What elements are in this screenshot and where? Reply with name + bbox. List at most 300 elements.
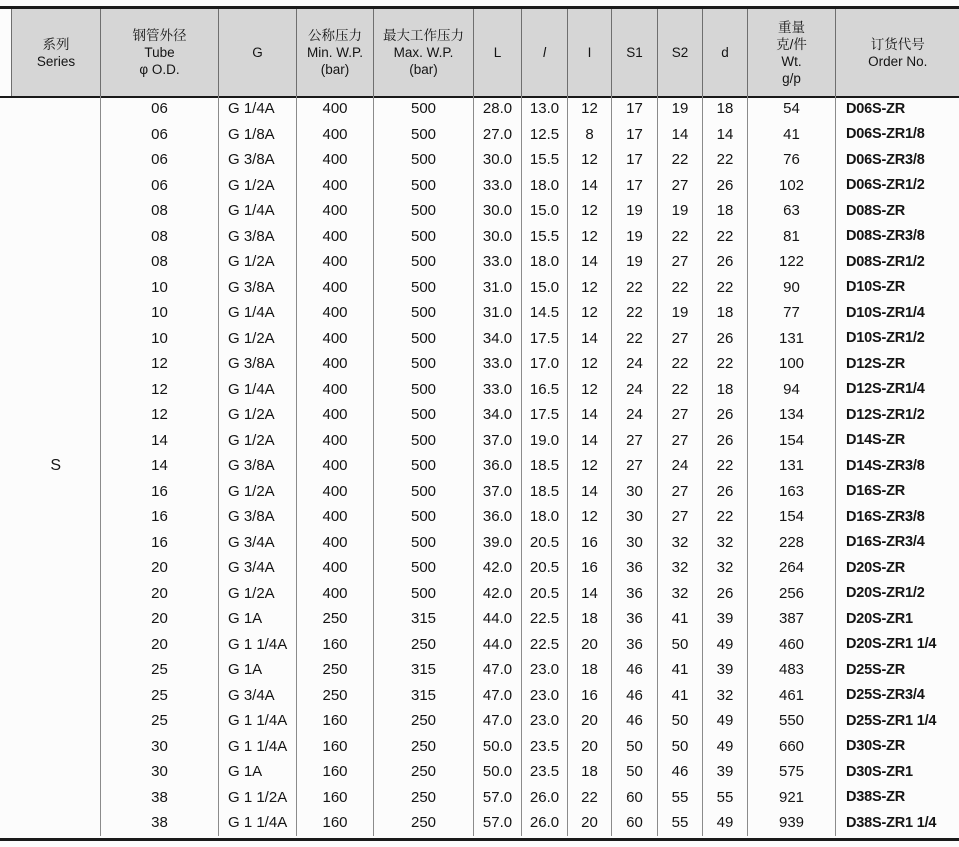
cell-S1: 27 — [612, 428, 658, 454]
cell-max_wp: 315 — [374, 606, 474, 632]
table-row — [12, 428, 959, 454]
cell-S2: 22 — [658, 351, 703, 377]
cell-S2: 50 — [658, 734, 703, 760]
cell-order: D20S-ZR1/2 — [836, 581, 959, 607]
cell-g: G 1/2A — [219, 173, 297, 199]
table-row — [12, 581, 959, 607]
cell-S2: 19 — [658, 198, 703, 224]
cell-l: 12.5 — [522, 122, 568, 148]
cell-I: 12 — [568, 453, 612, 479]
cell-S2: 22 — [658, 275, 703, 301]
cell-L: 34.0 — [474, 402, 522, 428]
cell-min_wp: 400 — [297, 173, 374, 199]
cell-tube: 20 — [101, 606, 219, 632]
cell-S2: 32 — [658, 530, 703, 556]
cell-S2: 32 — [658, 555, 703, 581]
cell-S2: 50 — [658, 632, 703, 658]
cell-tube: 12 — [101, 377, 219, 403]
cell-max_wp: 500 — [374, 479, 474, 505]
cell-max_wp: 250 — [374, 632, 474, 658]
cell-d: 22 — [703, 224, 748, 250]
cell-order: D06S-ZR — [836, 96, 959, 122]
cell-order: D12S-ZR — [836, 351, 959, 377]
cell-l: 20.5 — [522, 581, 568, 607]
cell-d: 55 — [703, 785, 748, 811]
cell-S2: 22 — [658, 377, 703, 403]
table-row — [12, 759, 959, 785]
table-row — [12, 683, 959, 709]
cell-L: 33.0 — [474, 351, 522, 377]
bottom-rule — [0, 838, 959, 841]
cell-L: 34.0 — [474, 326, 522, 352]
cell-order: D20S-ZR1 — [836, 606, 959, 632]
cell-g: G 3/8A — [219, 504, 297, 530]
cell-l: 17.0 — [522, 351, 568, 377]
cell-S2: 41 — [658, 683, 703, 709]
cell-l: 26.0 — [522, 810, 568, 836]
cell-l: 18.0 — [522, 504, 568, 530]
cell-l: 17.5 — [522, 402, 568, 428]
cell-L: 27.0 — [474, 122, 522, 148]
col-header-order-no: 订货代号 Order No. — [836, 9, 959, 96]
cell-L: 33.0 — [474, 377, 522, 403]
col-header-g-thread: G — [219, 9, 297, 96]
cell-d: 26 — [703, 581, 748, 607]
cell-S1: 30 — [612, 479, 658, 505]
cell-tube: 38 — [101, 810, 219, 836]
cell-tube: 16 — [101, 504, 219, 530]
table-row — [12, 377, 959, 403]
table-row — [12, 300, 959, 326]
cell-min_wp: 250 — [297, 606, 374, 632]
cell-wt: 131 — [748, 326, 836, 352]
cell-S2: 27 — [658, 249, 703, 275]
cell-wt: 550 — [748, 708, 836, 734]
cell-order: D08S-ZR — [836, 198, 959, 224]
cell-L: 47.0 — [474, 708, 522, 734]
cell-g: G 1/2A — [219, 402, 297, 428]
cell-S1: 17 — [612, 96, 658, 122]
cell-S2: 19 — [658, 300, 703, 326]
cell-min_wp: 160 — [297, 785, 374, 811]
cell-d: 26 — [703, 428, 748, 454]
col-header-weight: 重量 克/件 Wt. g/p — [748, 9, 836, 96]
cell-g: G 1/2A — [219, 428, 297, 454]
table-row — [12, 657, 959, 683]
cell-g: G 1 1/4A — [219, 734, 297, 760]
cell-d: 18 — [703, 198, 748, 224]
cell-I: 22 — [568, 785, 612, 811]
cell-min_wp: 400 — [297, 224, 374, 250]
cell-g: G 1A — [219, 759, 297, 785]
cell-L: 37.0 — [474, 479, 522, 505]
cell-wt: 387 — [748, 606, 836, 632]
cell-tube: 08 — [101, 249, 219, 275]
cell-d: 22 — [703, 147, 748, 173]
cell-d: 18 — [703, 300, 748, 326]
cell-S1: 60 — [612, 810, 658, 836]
cell-I: 12 — [568, 96, 612, 122]
cell-S2: 55 — [658, 810, 703, 836]
cell-S1: 22 — [612, 326, 658, 352]
cell-d: 22 — [703, 351, 748, 377]
cell-wt: 154 — [748, 504, 836, 530]
cell-I: 12 — [568, 224, 612, 250]
cell-wt: 100 — [748, 351, 836, 377]
cell-S2: 27 — [658, 173, 703, 199]
cell-L: 33.0 — [474, 249, 522, 275]
table-row — [12, 122, 959, 148]
cell-I: 12 — [568, 198, 612, 224]
cell-S1: 30 — [612, 504, 658, 530]
cell-S1: 17 — [612, 122, 658, 148]
cell-wt: 228 — [748, 530, 836, 556]
cell-min_wp: 400 — [297, 147, 374, 173]
cell-max_wp: 500 — [374, 122, 474, 148]
table-body — [12, 96, 959, 836]
cell-S2: 46 — [658, 759, 703, 785]
cell-wt: 90 — [748, 275, 836, 301]
cell-S1: 22 — [612, 275, 658, 301]
cell-order: D10S-ZR — [836, 275, 959, 301]
cell-S2: 41 — [658, 606, 703, 632]
cell-I: 16 — [568, 683, 612, 709]
col-header-S1: S1 — [612, 9, 658, 96]
cell-order: D12S-ZR1/4 — [836, 377, 959, 403]
cell-order: D06S-ZR1/8 — [836, 122, 959, 148]
cell-tube: 14 — [101, 428, 219, 454]
cell-tube: 12 — [101, 351, 219, 377]
cell-tube: 20 — [101, 632, 219, 658]
cell-d: 32 — [703, 530, 748, 556]
cell-I: 20 — [568, 734, 612, 760]
cell-S1: 46 — [612, 683, 658, 709]
col-header-tube-od: 钢管外径 Tube φ O.D. — [101, 9, 219, 96]
cell-tube: 10 — [101, 326, 219, 352]
cell-L: 57.0 — [474, 810, 522, 836]
cell-min_wp: 400 — [297, 428, 374, 454]
cell-wt: 575 — [748, 759, 836, 785]
cell-tube: 30 — [101, 759, 219, 785]
cell-wt: 94 — [748, 377, 836, 403]
cell-order: D16S-ZR3/4 — [836, 530, 959, 556]
cell-S2: 50 — [658, 708, 703, 734]
cell-d: 49 — [703, 734, 748, 760]
cell-S2: 22 — [658, 224, 703, 250]
cell-d: 32 — [703, 683, 748, 709]
cell-min_wp: 400 — [297, 479, 374, 505]
cell-min_wp: 400 — [297, 249, 374, 275]
cell-S2: 22 — [658, 147, 703, 173]
cell-min_wp: 400 — [297, 326, 374, 352]
cell-max_wp: 500 — [374, 96, 474, 122]
cell-g: G 3/4A — [219, 683, 297, 709]
cell-wt: 131 — [748, 453, 836, 479]
cell-wt: 54 — [748, 96, 836, 122]
cell-l: 22.5 — [522, 632, 568, 658]
table-row — [12, 275, 959, 301]
cell-d: 26 — [703, 479, 748, 505]
cell-g: G 1 1/4A — [219, 810, 297, 836]
cell-wt: 154 — [748, 428, 836, 454]
cell-tube: 10 — [101, 275, 219, 301]
cell-wt: 102 — [748, 173, 836, 199]
cell-min_wp: 400 — [297, 581, 374, 607]
cell-min_wp: 400 — [297, 530, 374, 556]
cell-S2: 24 — [658, 453, 703, 479]
cell-I: 18 — [568, 606, 612, 632]
cell-min_wp: 400 — [297, 275, 374, 301]
cell-S1: 27 — [612, 453, 658, 479]
cell-tube: 12 — [101, 402, 219, 428]
cell-min_wp: 400 — [297, 377, 374, 403]
cell-S1: 24 — [612, 377, 658, 403]
cell-I: 14 — [568, 428, 612, 454]
cell-S1: 19 — [612, 249, 658, 275]
cell-wt: 77 — [748, 300, 836, 326]
cell-S1: 17 — [612, 173, 658, 199]
cell-I: 12 — [568, 351, 612, 377]
cell-S2: 27 — [658, 402, 703, 428]
table-row — [12, 198, 959, 224]
cell-min_wp: 160 — [297, 810, 374, 836]
cell-wt: 41 — [748, 122, 836, 148]
cell-min_wp: 400 — [297, 351, 374, 377]
header-row — [12, 9, 959, 96]
cell-g: G 1 1/4A — [219, 708, 297, 734]
cell-g: G 3/8A — [219, 224, 297, 250]
cell-min_wp: 400 — [297, 96, 374, 122]
table-row — [12, 173, 959, 199]
cell-L: 50.0 — [474, 759, 522, 785]
cell-I: 12 — [568, 147, 612, 173]
cell-l: 20.5 — [522, 530, 568, 556]
cell-L: 47.0 — [474, 683, 522, 709]
cell-l: 15.5 — [522, 224, 568, 250]
cell-min_wp: 160 — [297, 708, 374, 734]
cell-I: 12 — [568, 504, 612, 530]
cell-l: 18.5 — [522, 453, 568, 479]
cell-tube: 06 — [101, 147, 219, 173]
cell-L: 30.0 — [474, 198, 522, 224]
cell-l: 18.0 — [522, 173, 568, 199]
cell-wt: 939 — [748, 810, 836, 836]
cell-I: 20 — [568, 810, 612, 836]
table-row — [12, 734, 959, 760]
cell-g: G 1/2A — [219, 581, 297, 607]
cell-g: G 1/4A — [219, 300, 297, 326]
cell-max_wp: 500 — [374, 453, 474, 479]
cell-g: G 3/8A — [219, 147, 297, 173]
cell-g: G 1/2A — [219, 249, 297, 275]
cell-S1: 24 — [612, 402, 658, 428]
cell-I: 12 — [568, 275, 612, 301]
cell-order: D20S-ZR — [836, 555, 959, 581]
cell-L: 31.0 — [474, 300, 522, 326]
table-row — [12, 504, 959, 530]
cell-S1: 36 — [612, 606, 658, 632]
cell-L: 50.0 — [474, 734, 522, 760]
table-row — [12, 351, 959, 377]
cell-S1: 36 — [612, 555, 658, 581]
cell-l: 23.0 — [522, 683, 568, 709]
cell-wt: 483 — [748, 657, 836, 683]
cell-I: 14 — [568, 173, 612, 199]
cell-wt: 256 — [748, 581, 836, 607]
cell-order: D06S-ZR1/2 — [836, 173, 959, 199]
cell-d: 22 — [703, 275, 748, 301]
cell-max_wp: 250 — [374, 759, 474, 785]
cell-g: G 1 1/2A — [219, 785, 297, 811]
cell-order: D14S-ZR — [836, 428, 959, 454]
cell-order: D12S-ZR1/2 — [836, 402, 959, 428]
cell-S1: 17 — [612, 147, 658, 173]
cell-l: 19.0 — [522, 428, 568, 454]
table-row — [12, 96, 959, 122]
cell-d: 26 — [703, 326, 748, 352]
cell-d: 14 — [703, 122, 748, 148]
cell-g: G 1/4A — [219, 96, 297, 122]
cell-d: 39 — [703, 657, 748, 683]
cell-d: 26 — [703, 402, 748, 428]
cell-min_wp: 400 — [297, 300, 374, 326]
table-row — [12, 224, 959, 250]
cell-S1: 46 — [612, 657, 658, 683]
cell-tube: 16 — [101, 530, 219, 556]
cell-l: 23.5 — [522, 734, 568, 760]
cell-wt: 264 — [748, 555, 836, 581]
cell-g: G 1A — [219, 657, 297, 683]
cell-L: 33.0 — [474, 173, 522, 199]
cell-min_wp: 160 — [297, 759, 374, 785]
cell-I: 14 — [568, 326, 612, 352]
cell-g: G 1/2A — [219, 479, 297, 505]
col-header-min-wp: 公称压力 Min. W.P. (bar) — [297, 9, 374, 96]
col-header-series: 系列 Series — [12, 9, 101, 96]
cell-max_wp: 250 — [374, 708, 474, 734]
cell-L: 42.0 — [474, 581, 522, 607]
cell-order: D08S-ZR1/2 — [836, 249, 959, 275]
series-cell: S — [50, 456, 62, 474]
cell-order: D08S-ZR3/8 — [836, 224, 959, 250]
cell-L: 44.0 — [474, 606, 522, 632]
col-header-L: L — [474, 9, 522, 96]
cell-I: 18 — [568, 759, 612, 785]
cell-wt: 461 — [748, 683, 836, 709]
cell-S1: 60 — [612, 785, 658, 811]
cell-tube: 06 — [101, 173, 219, 199]
cell-d: 26 — [703, 249, 748, 275]
cell-l: 15.5 — [522, 147, 568, 173]
cell-order: D25S-ZR1 1/4 — [836, 708, 959, 734]
cell-max_wp: 500 — [374, 428, 474, 454]
cell-order: D30S-ZR1 — [836, 759, 959, 785]
cell-g: G 1 1/4A — [219, 632, 297, 658]
cell-S1: 19 — [612, 198, 658, 224]
cell-max_wp: 500 — [374, 326, 474, 352]
cell-order: D10S-ZR1/4 — [836, 300, 959, 326]
cell-wt: 81 — [748, 224, 836, 250]
cell-d: 18 — [703, 377, 748, 403]
table-row — [12, 708, 959, 734]
cell-max_wp: 500 — [374, 300, 474, 326]
cell-wt: 921 — [748, 785, 836, 811]
cell-S2: 27 — [658, 479, 703, 505]
cell-l: 26.0 — [522, 785, 568, 811]
cell-l: 15.0 — [522, 275, 568, 301]
cell-d: 32 — [703, 555, 748, 581]
cell-g: G 3/8A — [219, 453, 297, 479]
cell-tube: 06 — [101, 96, 219, 122]
cell-order: D30S-ZR — [836, 734, 959, 760]
table-row — [12, 530, 959, 556]
cell-min_wp: 400 — [297, 453, 374, 479]
cell-max_wp: 315 — [374, 657, 474, 683]
cell-tube: 16 — [101, 479, 219, 505]
cell-max_wp: 500 — [374, 249, 474, 275]
cell-max_wp: 500 — [374, 147, 474, 173]
cell-g: G 3/4A — [219, 555, 297, 581]
cell-S2: 55 — [658, 785, 703, 811]
cell-tube: 25 — [101, 683, 219, 709]
cell-l: 17.5 — [522, 326, 568, 352]
cell-tube: 14 — [101, 453, 219, 479]
cell-tube: 10 — [101, 300, 219, 326]
cell-L: 44.0 — [474, 632, 522, 658]
cell-I: 16 — [568, 555, 612, 581]
cell-S1: 30 — [612, 530, 658, 556]
cell-tube: 38 — [101, 785, 219, 811]
cell-order: D16S-ZR3/8 — [836, 504, 959, 530]
col-header-S2: S2 — [658, 9, 703, 96]
table-row — [12, 632, 959, 658]
cell-order: D38S-ZR1 1/4 — [836, 810, 959, 836]
cell-l: 23.0 — [522, 708, 568, 734]
cell-tube: 30 — [101, 734, 219, 760]
cell-l: 13.0 — [522, 96, 568, 122]
cell-min_wp: 400 — [297, 555, 374, 581]
cell-L: 39.0 — [474, 530, 522, 556]
cell-g: G 1A — [219, 606, 297, 632]
col-header-I-dim: I — [568, 9, 612, 96]
cell-L: 36.0 — [474, 504, 522, 530]
cell-d: 39 — [703, 606, 748, 632]
cell-L: 28.0 — [474, 96, 522, 122]
cell-d: 26 — [703, 173, 748, 199]
cell-l: 15.0 — [522, 198, 568, 224]
cell-I: 20 — [568, 632, 612, 658]
cell-tube: 08 — [101, 224, 219, 250]
cell-l: 22.5 — [522, 606, 568, 632]
cell-max_wp: 250 — [374, 734, 474, 760]
cell-wt: 122 — [748, 249, 836, 275]
cell-S2: 32 — [658, 581, 703, 607]
cell-l: 18.0 — [522, 249, 568, 275]
table-row — [12, 249, 959, 275]
cell-wt: 163 — [748, 479, 836, 505]
cell-I: 16 — [568, 530, 612, 556]
cell-tube: 20 — [101, 581, 219, 607]
cell-I: 14 — [568, 581, 612, 607]
cell-min_wp: 400 — [297, 198, 374, 224]
cell-S1: 19 — [612, 224, 658, 250]
cell-S2: 27 — [658, 504, 703, 530]
col-header-d: d — [703, 9, 748, 96]
cell-g: G 1/4A — [219, 377, 297, 403]
cell-g: G 3/4A — [219, 530, 297, 556]
cell-d: 22 — [703, 453, 748, 479]
cell-d: 49 — [703, 708, 748, 734]
